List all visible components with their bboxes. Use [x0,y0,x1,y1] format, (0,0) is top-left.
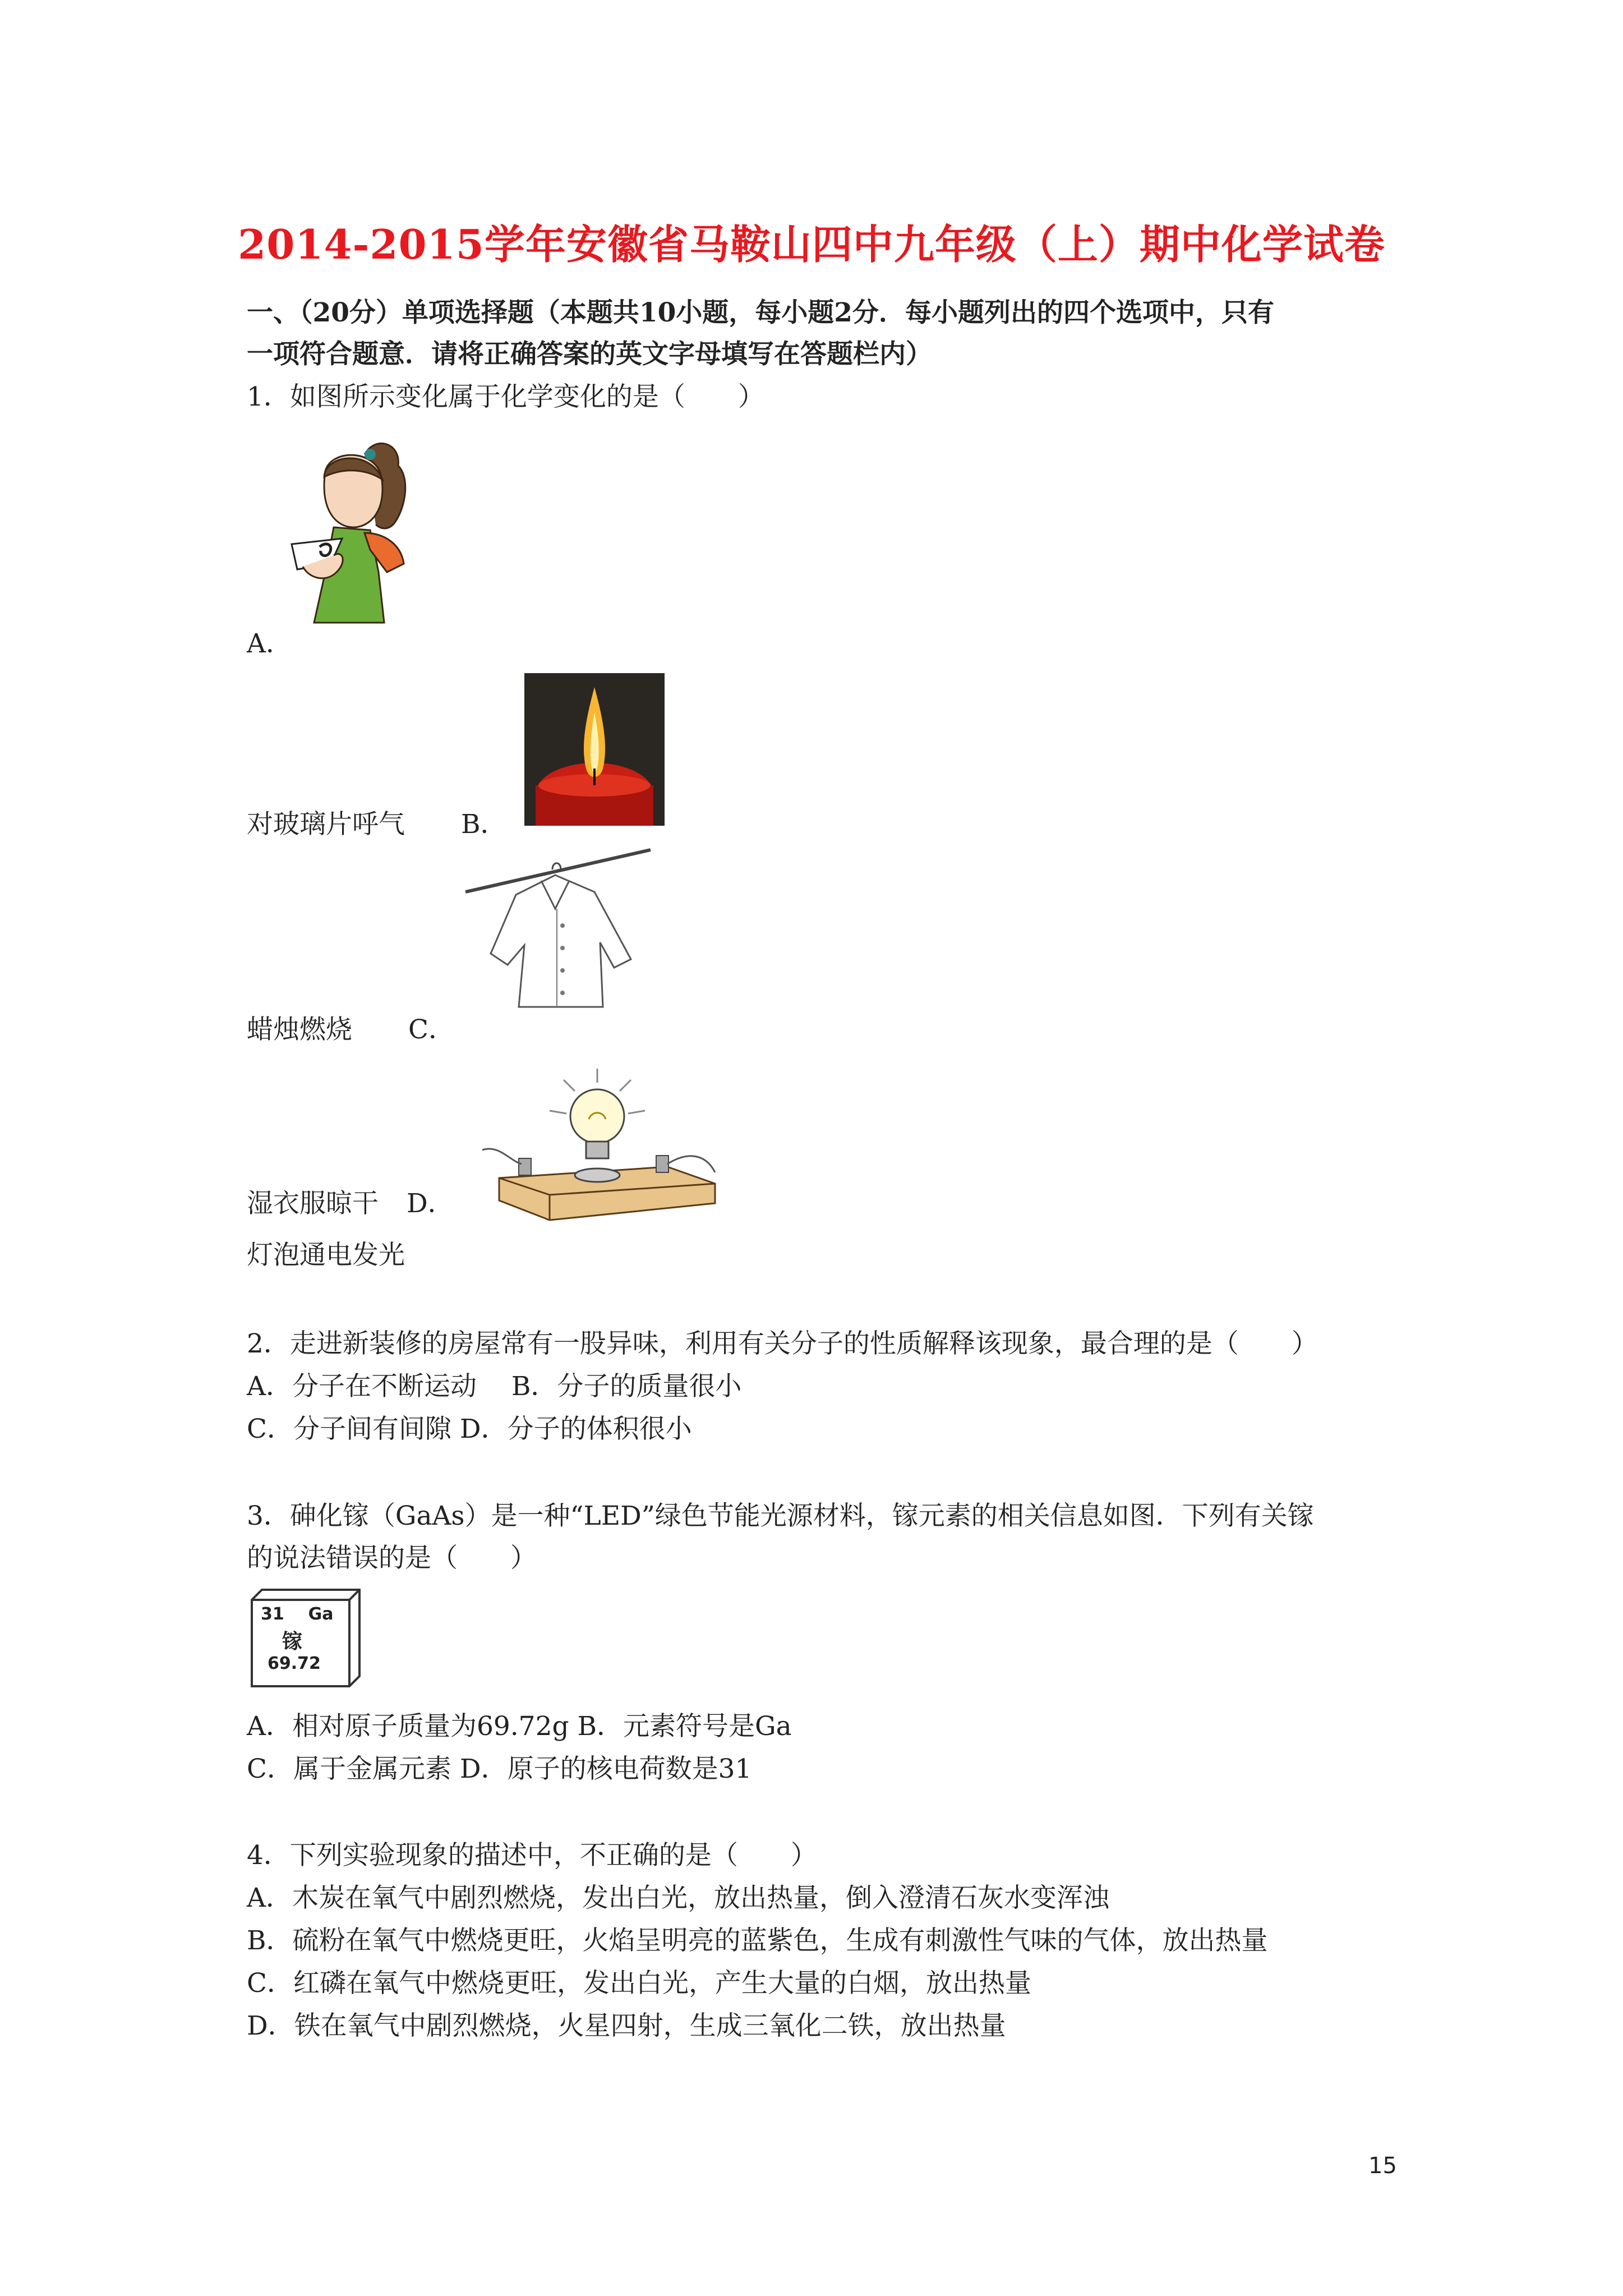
q1-option-d-caption: 灯泡通电发光 [247,1240,405,1271]
q1-option-a-caption: 对玻璃片呼气 [247,809,405,840]
q1-option-d-row [247,1182,454,1220]
q3-options-row1: A．相对原子质量为69.72g B．元素符号是Ga [247,1711,792,1742]
light-bulb-circuit-image [465,1066,735,1228]
q2-options-row2: C．分子间有间隙 D．分子的体积很小 [247,1414,692,1444]
element-name: 镓 [282,1630,303,1653]
girl-breathing-on-glass-image [280,432,421,639]
q2-stem: 2．走进新装修的房屋常有一股异味，利用有关分子的性质解释该现象，最合理的是（ ） [247,1328,1318,1359]
element-tile-frame [250,1588,362,1688]
element-symbol: Ga [308,1604,334,1624]
q4-option-b: B．硫粉在氧气中燃烧更旺，火焰呈明亮的蓝紫色，生成有刺激性气味的气体，放出热量 [247,1925,1268,1956]
exam-title: 2014-2015学年安徽省马鞍山四中九年级（上）期中化学试卷 [238,220,1385,268]
q4-stem: 4．下列实验现象的描述中，不正确的是（ ） [247,1840,817,1871]
page-number: 15 [1368,2153,1397,2179]
q3-options-row2: C．属于金属元素 D．原子的核电荷数是31 [247,1754,752,1784]
q1-option-a-label: A． [247,628,292,659]
q1-option-c-row [247,1009,455,1046]
clothes-drying-image [463,847,653,1010]
q1-option-c-label: C． [408,1014,455,1045]
section-heading-line2: 一项符合题意．请将正确答案的英文字母填写在答题栏内） [247,339,932,370]
q1-option-d-label: D． [407,1188,454,1219]
q2-options-row1: A．分子在不断运动 B．分子的质量很小 [247,1371,742,1402]
q1-option-b-row [247,803,507,841]
element-atomic-number: 31 [261,1604,284,1624]
q1-option-c-caption: 湿衣服晾干 [247,1188,379,1219]
q4-option-c: C．红磷在氧气中燃烧更旺，发出白光，产生大量的白烟，放出热量 [247,1968,1031,1999]
q3-stem-line1: 3．砷化镓（GaAs）是一种“LED”绿色节能光源材料，镓元素的相关信息如图．下列有关镓 [247,1501,1314,1531]
candle-burning-image [524,673,665,826]
q1-stem: 1．如图所示变化属于化学变化的是（ ） [247,381,764,412]
q1-option-b-caption: 蜡烛燃烧 [247,1014,352,1045]
section-heading-line1: 一、（20分）单项选择题（本题共10小题，每小题2分．每小题列出的四个选项中，只有 [247,297,1275,328]
q1-option-b-label: B． [461,809,507,840]
q3-stem-line2: 的说法错误的是（ ） [247,1543,537,1573]
q4-option-a: A．木炭在氧气中剧烈燃烧，发出白光，放出热量，倒入澄清石灰水变浑浊 [247,1883,1109,1913]
element-atomic-mass: 69.72 [268,1654,321,1673]
q4-option-d: D．铁在氧气中剧烈燃烧，火星四射，生成三氧化二铁，放出热量 [247,2010,1006,2041]
gallium-element-tile [250,1588,362,1688]
